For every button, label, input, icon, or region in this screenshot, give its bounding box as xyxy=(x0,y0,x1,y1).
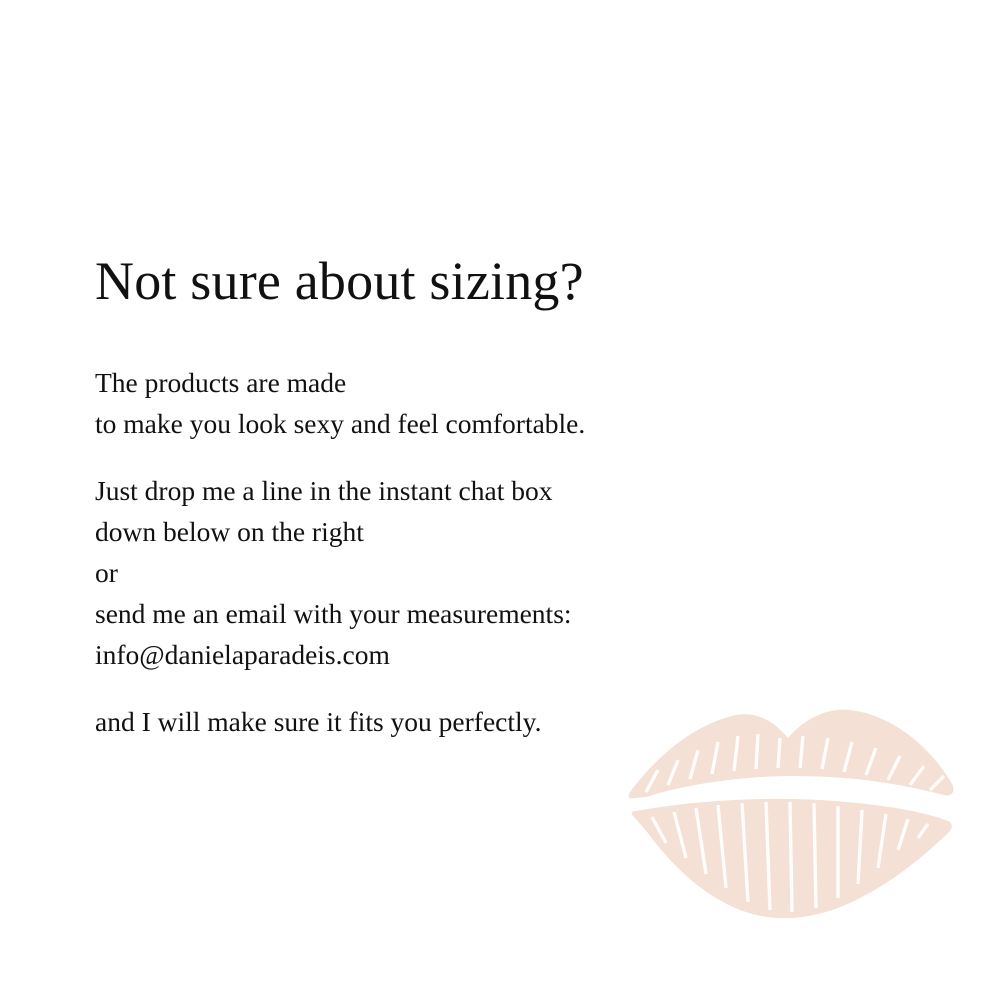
paragraph-contact-instructions xyxy=(95,470,735,675)
text-line: and I will make sure it fits you perfectly. xyxy=(95,706,542,737)
paragraph-products-intro xyxy=(95,362,735,444)
paragraph-closing xyxy=(95,701,735,742)
text-line: Just drop me a line in the instant chat box xyxy=(95,475,553,506)
text-line: to make you look sexy and feel comfortable. xyxy=(95,408,586,439)
page-title: Not sure about sizing? xyxy=(95,251,584,312)
body-text xyxy=(95,362,735,742)
text-line: The products are made xyxy=(95,367,347,398)
email-address[interactable]: info@danielaparadeis.com xyxy=(95,639,390,670)
text-line: down below on the right xyxy=(95,516,364,547)
text-line: send me an email with your measurements: xyxy=(95,598,572,629)
text-line: or xyxy=(95,557,118,588)
